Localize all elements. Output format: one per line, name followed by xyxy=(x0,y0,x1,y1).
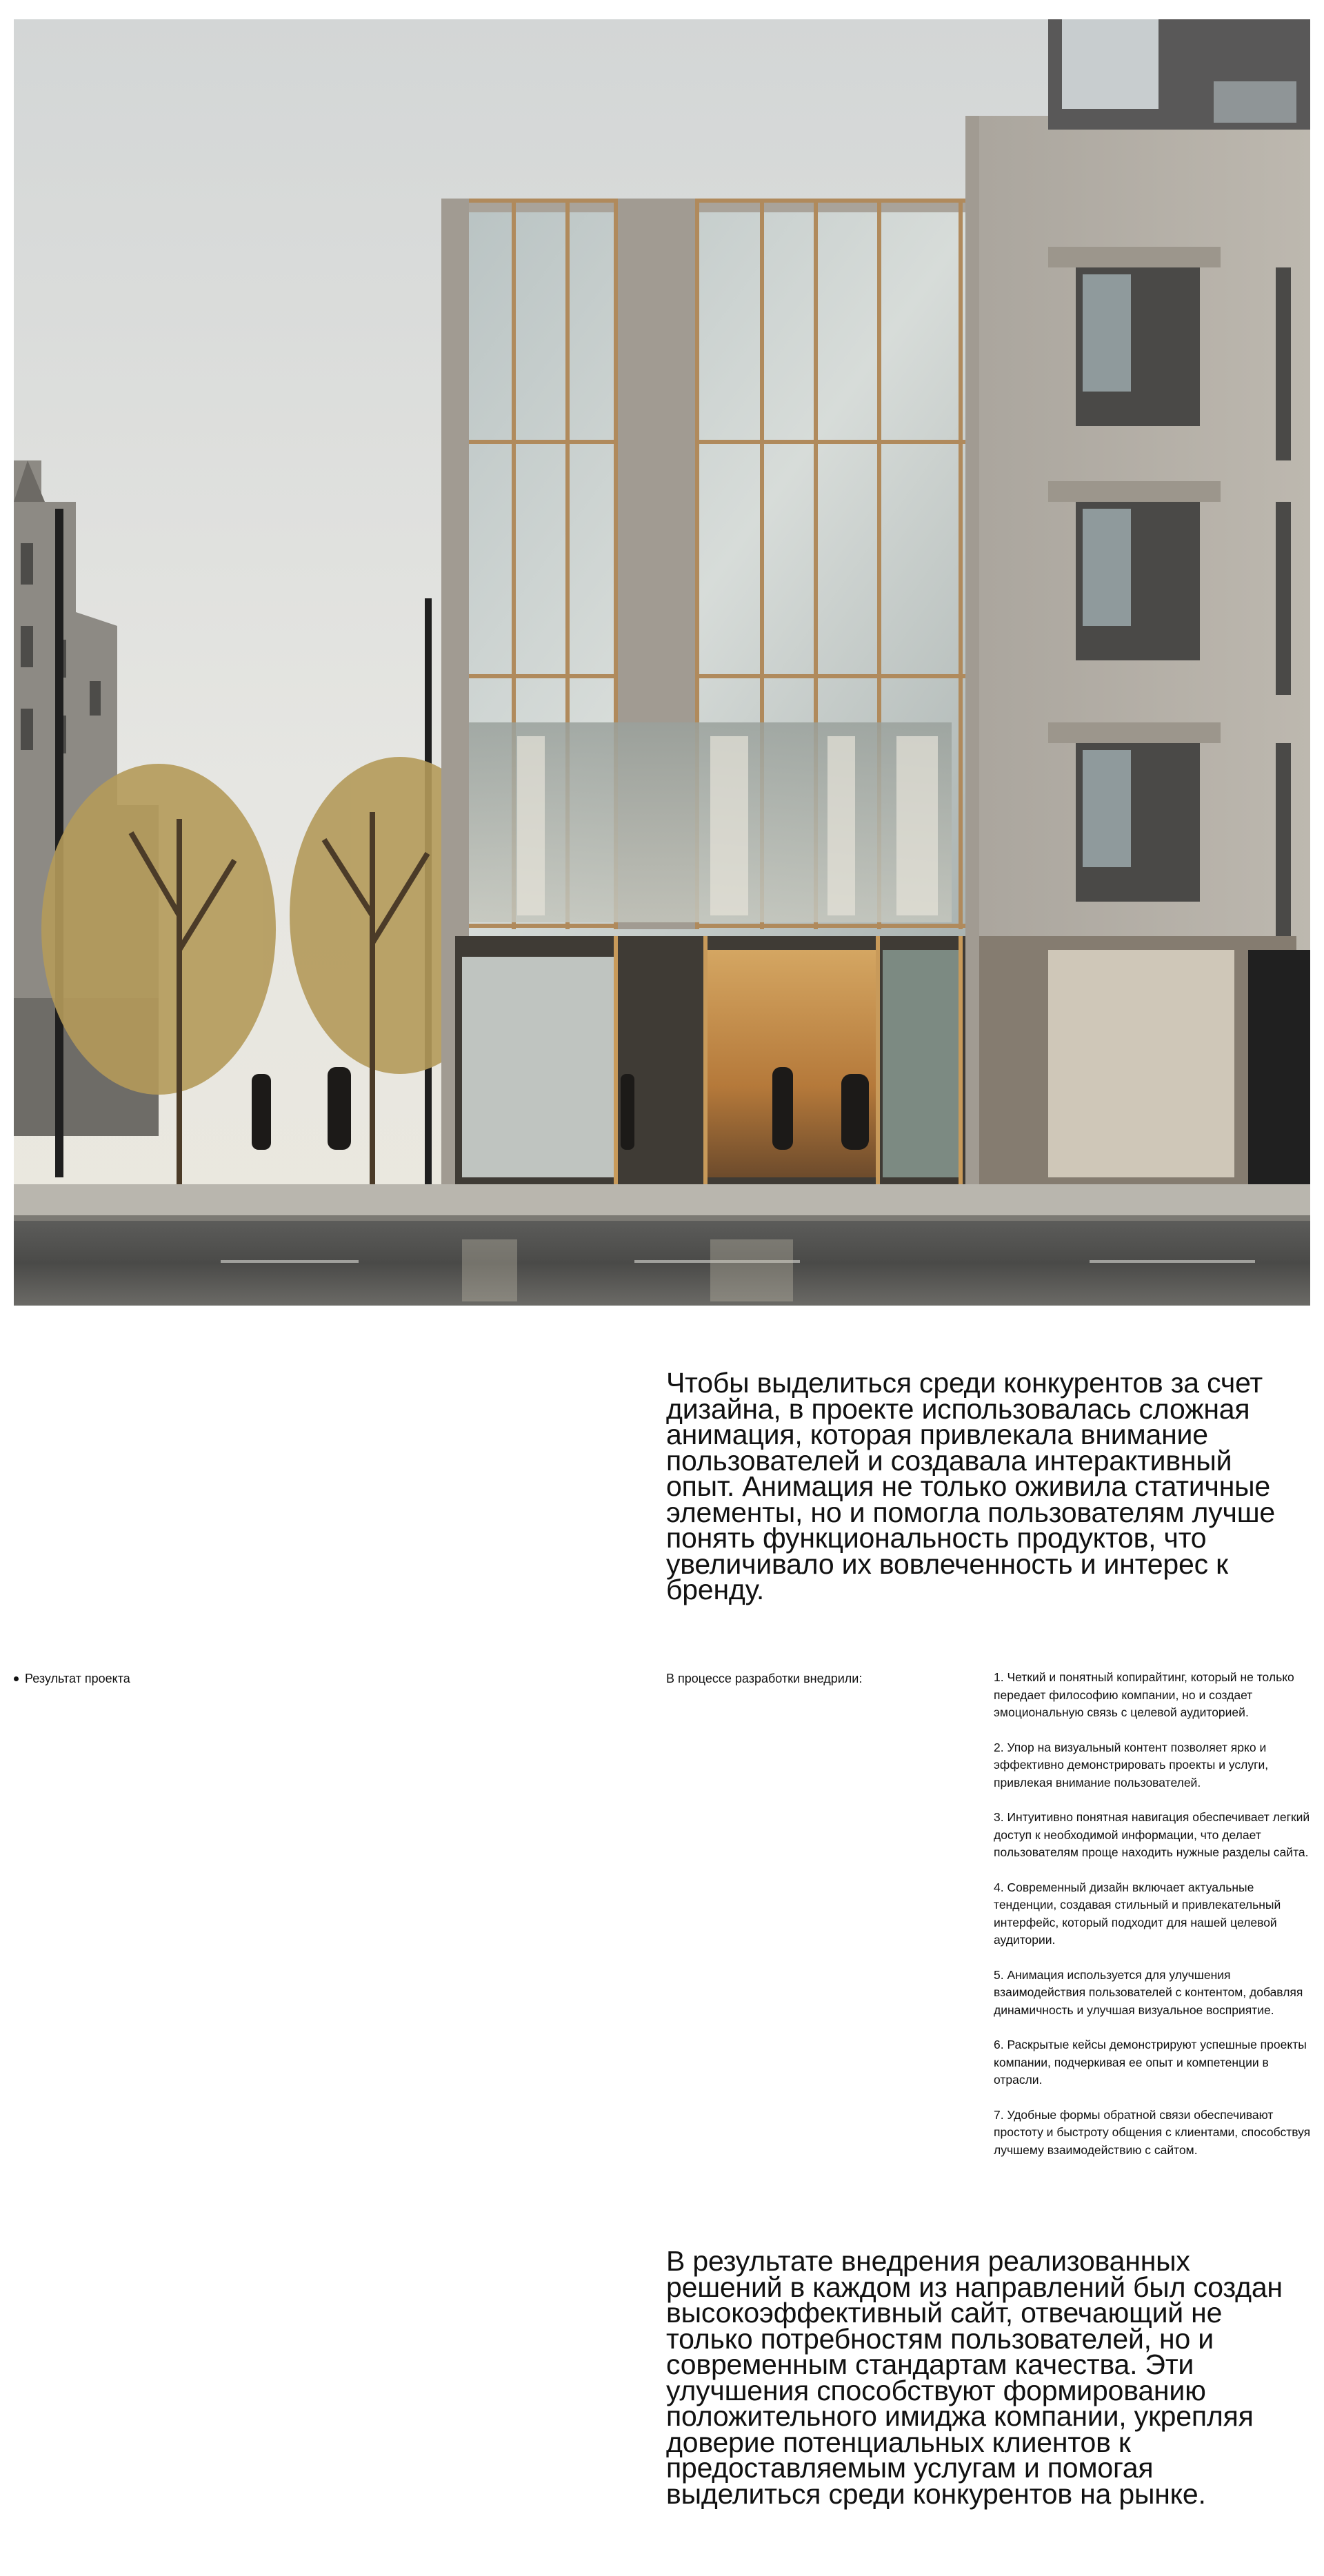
bullet-dot-icon xyxy=(14,1676,19,1681)
list-item: 2. Упор на визуальный контент позволяет ярко и эффективно демонстрировать проекты и услуги, привлекая внимание пользователей. xyxy=(994,1740,1269,1789)
list-item: 6. Раскрытые кейсы демонстрируют успешные проекты компании, подчеркивая ее опыт и компетенции в отрасли. xyxy=(994,2038,1307,2087)
intro-paragraph: Чтобы выделиться среди конкурентов за счет дизайна, в проекте использовалась сложная анимация, которая привлекала внимание пользователей и создавала интерактивный опыт. Анимация не только оживила статичные элементы, но и помогла пользователям лучше понять функциональность продуктов, что увеличивало их вовлеченность и интерес к бренду. xyxy=(666,1367,1275,1605)
list-item: 7. Удобные формы обратной связи обеспечивают простоту и быстроту общения с клиентами, способствуя лучшему взаимодействию с сайтом. xyxy=(994,2107,1311,2157)
list-item: 3. Интуитивно понятная навигация обеспечивает легкий доступ к необходимой информации, что делает пользователям проще находить нужные разделы сайта. xyxy=(994,1810,1310,1859)
hero-image xyxy=(14,19,1310,1306)
list-item: 4. Современный дизайн включает актуальные тенденции, создавая стильный и привлекательный интерфейс, который подходит для нашей целевой аудитории. xyxy=(994,1880,1281,1947)
result-section-label xyxy=(14,1671,130,1686)
list-item: 1. Четкий и понятный копирайтинг, который не только передает философию компании, но и создает эмоциональную связь с целевой аудиторией. xyxy=(994,1670,1294,1719)
outro-paragraph: В результате внедрения реализованных решений в каждом из направлений был создан высокоэффективный сайт, отвечающий не только потребностям пользователей, но и современным стандартам качества. Эти улучшения способствуют формированию положительного имиджа компании, укрепляя доверие потенциальных клиентов к предоставляемым услугам и помогая выделиться среди конкурентов на рынке. xyxy=(666,2245,1283,2510)
list-item: 5. Анимация используется для улучшения взаимодействия пользователей с контентом, добавляя динамичность и улучшая визуальное восприятие. xyxy=(994,1967,1303,2017)
features-list xyxy=(994,1669,1311,2176)
process-label: В процессе разработки внедрили: xyxy=(666,1672,863,1685)
result-label-text: Результат проекта xyxy=(25,1672,130,1685)
